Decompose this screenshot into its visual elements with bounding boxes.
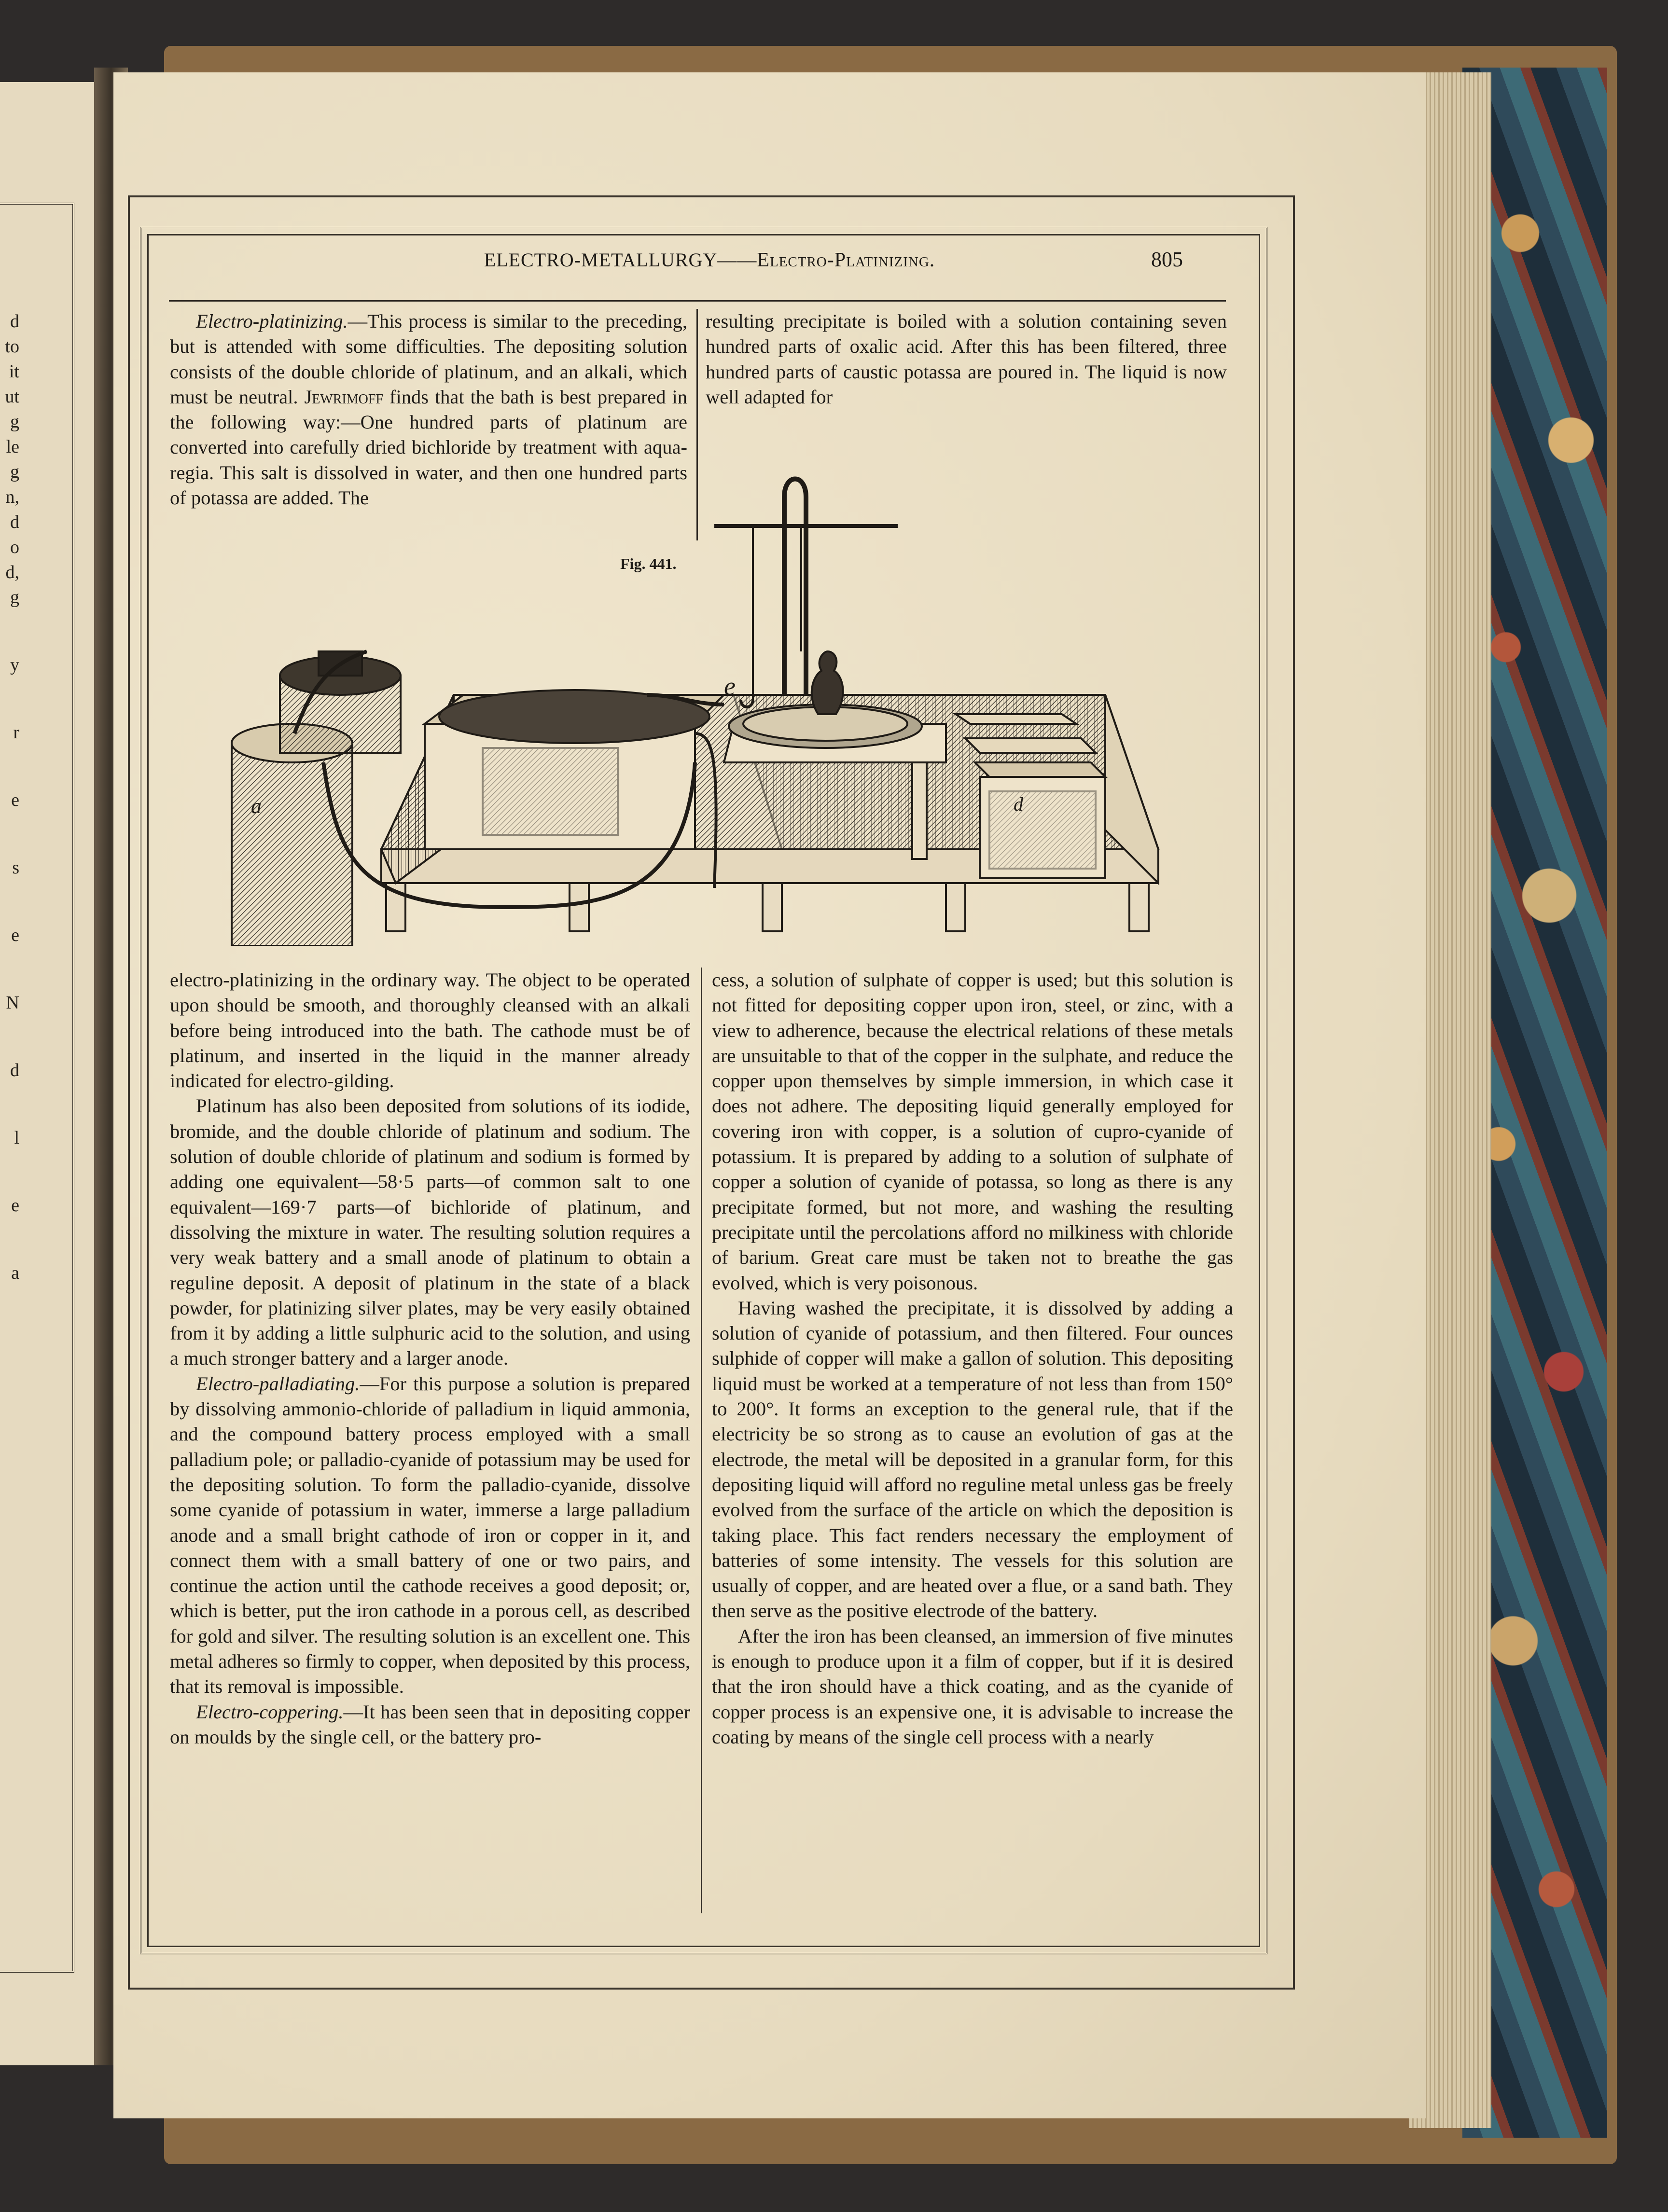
paragraph-continued: resulting precipitate is boiled with a solution containing seven hundred parts of oxalic acid. After this has been filtered, three hundred parts of caustic potassa are poured in. The liquid is now well adapted for	[706, 310, 1227, 408]
left-page-fragment: N	[6, 993, 19, 1013]
running-head-section: Electro-Platinizing.	[757, 249, 935, 271]
left-page-fragment: s	[12, 857, 19, 878]
paragraph-text: —This process is similar to the preceding, but is attended with some difficulties. The depositing solution consists of the double chloride of platinum, and an alkali, which must be neutral.	[170, 310, 687, 408]
left-page-fragment: it	[9, 361, 19, 382]
paragraph-continued: cess, a solution of sulphate of copper is used; but this solution is not fitted for depositing copper upon iron, steel, or zinc, with a view to adherence, because the electrical relations of these metals are unsuitable to that of the copper in the sulphate, and reduce the copper upon themselves by simple immersion, in which case it does not adhere. The depositing liquid generally employed for covering iron with copper, is a solution of cupro-cyanide of potassium. It is prepared by adding to a solution of sulphate of copper a solution of cyanide of potassa, so long as there is any precipitate formed, but not more, and washing the resulting precipitate until the percolations afford no milkiness with chloride of barium. Great care must be taken not to breathe the gas evolved, which is very poisonous.	[712, 969, 1233, 1294]
left-page-fragment: o	[10, 537, 19, 557]
left-page-fragment: e	[11, 925, 19, 945]
left-page-fragment: y	[10, 655, 19, 675]
person-name-jewrimoff: Jewrimoff	[304, 386, 383, 408]
left-page-fragment: le	[6, 437, 19, 457]
section-lead-electro-palladiating: Electro-palladiating.	[196, 1372, 360, 1395]
column-divider-bottom	[701, 968, 702, 1913]
paragraph-platinum-deposits: Platinum has also been deposited from solutions of its iodide, bromide, and the double chloride of platinum and sodium. The solution of double chloride of platinum and sodium is formed by adding one equivalent—58·5 parts—of common salt to one equivalent—169·7 parts—of bichloride of platinum, and dissolving the mixture in water. The resulting solution requires a very weak battery and a small anode of platinum to obtain a reguline deposit. A deposit of platinum in the state of a black powder, for platinizing silver plates, may be very easily obtained from it by adding a little sulphuric acid to the solution, and using a much stronger battery and a larger anode.	[170, 1095, 690, 1369]
left-page-fragment: g	[10, 462, 19, 482]
left-page-fragment: g	[10, 412, 19, 432]
paragraph-cyanide-solution: Having washed the precipitate, it is dissolved by adding a solution of cyanide of potassium, and then filtered. Four ounces sulphide of copper will make a gallon of solution. This depositing liquid must be worked at a temperature of not less than from 150° to 200°. It forms an exception to the general rule, that if the electricity be so strong as to cause an evolution of gas at the electrode, the metal will be deposited in a granular form, for this depositing liquid will afford no reguline metal unless gas be freely evolved from the surface of the article on which the deposition is taking place. This fact renders necessary the employment of batteries of some intensity. The vessels for this solution are usually of copper, and are heated over a flue, or a sand bath. They then serve as the positive electrode of the battery.	[712, 1297, 1233, 1622]
figure-callout-a: a	[251, 794, 262, 818]
figure-electroplating-apparatus	[212, 425, 1182, 946]
section-lead-electro-coppering: Electro-coppering.	[196, 1700, 344, 1723]
left-page-fragment: ut	[5, 387, 19, 407]
running-head-dash: ——	[717, 249, 757, 271]
left-page-text-fragments	[0, 309, 19, 1328]
paragraph-text: —It has been seen that in depositing copper on moulds by the single cell, or the battery pro-	[170, 1700, 690, 1748]
bottom-right-column	[712, 968, 1233, 1750]
running-head-rule	[169, 300, 1226, 302]
paragraph-continued: electro-platinizing in the ordinary way. The object to be operated upon should be smooth, and thoroughly cleansed with an alkali before being introduced into the bath. The cathode must be of platinum, and inserted in the liquid in the manner already indicated for electro-gilding.	[170, 969, 690, 1092]
paragraph-electro-palladiating	[170, 1371, 690, 1700]
figure-callout-e: e	[724, 672, 736, 701]
figure-label: Fig. 441.	[620, 555, 677, 572]
figure-callout-d: d	[1014, 793, 1023, 815]
paragraph-electro-coppering	[170, 1700, 690, 1750]
running-head	[348, 249, 1071, 272]
left-page-fragment: d	[10, 311, 19, 332]
left-page-fragment: d	[10, 1060, 19, 1080]
paragraph-text: finds that the bath is best prepared in the following way:—One hundred parts of platinum are converted into carefully dried bichloride by treatment with aqua-regia. This salt is dissolved in water, and then one hundred parts of potassa are added. The	[170, 386, 688, 509]
left-page-fragment: l	[14, 1128, 19, 1148]
paragraph-text: —For this purpose a solution is prepared by dissolving ammonio-chloride of palladium in liquid ammonia, and the compound battery process employed with a small palladium pole; or palladio-cyanide of potassium may be used for the depositing solution. To form the palladio-cyanide, dissolve some cyanide of potassium in water, immerse a large palladium anode and a small bright cathode of iron or copper in it, and connect them with a small battery of one or two pairs, and continue the action until the cathode receives a good deposit; or, which is better, put the iron cathode in a porous cell, as described for gold and silver. The resulting solution is an excellent one. This metal adheres so firmly to copper, when deposited by this process, that its removal is impossible.	[170, 1372, 690, 1698]
left-page-fragment: e	[11, 1195, 19, 1216]
left-page-fragment: d	[10, 512, 19, 532]
bottom-left-column	[170, 968, 690, 1750]
running-head-title: ELECTRO-METALLURGY	[484, 249, 718, 271]
left-page-fragment: n,	[5, 487, 19, 507]
page-number: 805	[1151, 248, 1183, 271]
left-page-fragment: d,	[5, 562, 19, 582]
left-page-fragment: e	[11, 790, 19, 810]
left-page-fragment: to	[5, 336, 19, 357]
left-page-fragment: a	[11, 1263, 19, 1283]
paragraph-iron-cleansed: After the iron has been cleansed, an immersion of five minutes is enough to produce upon it a film of copper, but if it is desired that the iron should have a thick coating, and as the cyanide of copper process is an expensive one, it is advisable to increase the coating by means of the single cell process with a nearly	[712, 1625, 1233, 1748]
left-page-fragment: g	[10, 587, 19, 608]
section-lead-electro-platinizing: Electro-platinizing.	[196, 310, 348, 332]
top-right-column	[706, 309, 1227, 410]
left-page-fragment: r	[13, 722, 19, 743]
